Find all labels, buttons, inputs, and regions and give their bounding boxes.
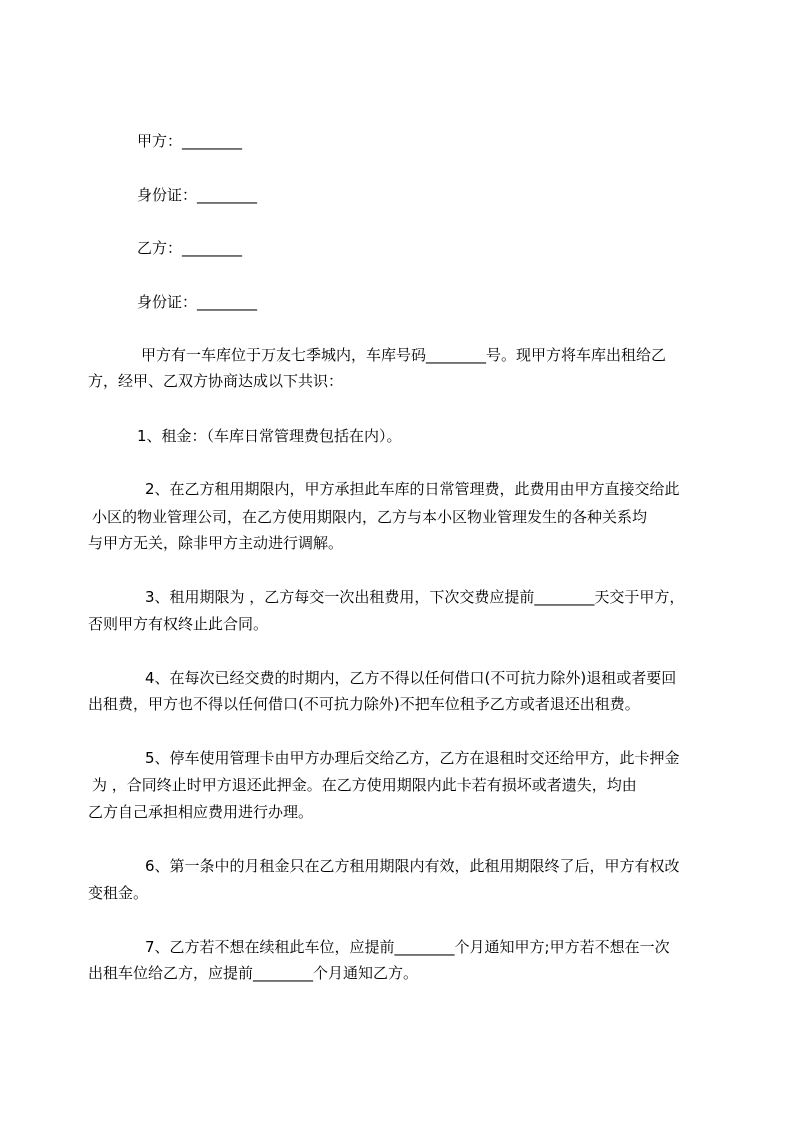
clause-2-line-3: 与甲方无关，除非甲方主动进行调解。	[88, 534, 344, 552]
clause-1-line-1: 1、租金：（车库日常管理费包括在内）。	[137, 427, 402, 445]
clause-2-line-1: 2、在乙方租用期限内，甲方承担此车库的日常管理费，此费用由甲方直接交给此	[145, 480, 680, 498]
clause-4-line-1: 4、在每次已经交费的时期内，乙方不得以任何借口(不可抗力除外)退租或者要回	[145, 669, 677, 687]
clause-3-line-1: 3、租用期限为 ，乙方每交一次出租费用，下次交费应提前________天交于甲方，	[145, 588, 685, 606]
clause-2-line-2: 小区的物业管理公司，在乙方使用期限内，乙方与本小区物业管理发生的各种关系均	[92, 508, 648, 526]
clause-7-line-2: 出租车位给乙方，应提前________个月通知乙方。	[88, 964, 419, 982]
party-b-field: 乙方：________	[137, 239, 243, 257]
clause-6-line-2: 变租金。	[88, 884, 149, 902]
clause-5-line-2: 为 ，合同终止时甲方退还此押金。在乙方使用期限内此卡若有损坏或者遗失，均由	[92, 776, 637, 794]
party-a-field: 甲方：________	[137, 132, 243, 150]
clause-4-line-2: 出租费，甲方也不得以任何借口(不可抗力除外)不把车位租予乙方或者退还出租费。	[88, 695, 640, 713]
clause-5-line-1: 5、停车使用管理卡由甲方办理后交给乙方，乙方在退租时交还给甲方，此卡押金	[145, 749, 680, 767]
clause-3-line-2: 否则甲方有权终止此合同。	[88, 615, 269, 633]
party-a-id-field: 身份证：________	[137, 186, 258, 204]
clause-7-line-1: 7、乙方若不想在续租此车位，应提前________个月通知甲方;甲方若不想在一次	[145, 938, 670, 956]
party-b-id-field: 身份证：________	[137, 293, 258, 311]
clause-6-line-1: 6、第一条中的月租金只在乙方租用期限内有效，此租用期限终了后，甲方有权改	[145, 857, 680, 875]
clause-5-line-3: 乙方自己承担相应费用进行办理。	[88, 803, 314, 821]
intro-line-2: 方，经甲、乙双方协商达成以下共识：	[88, 372, 344, 390]
intro-line-1: 甲方有一车库位于万友七季城内，车库号码________号。现甲方将车库出租给乙	[141, 346, 667, 364]
